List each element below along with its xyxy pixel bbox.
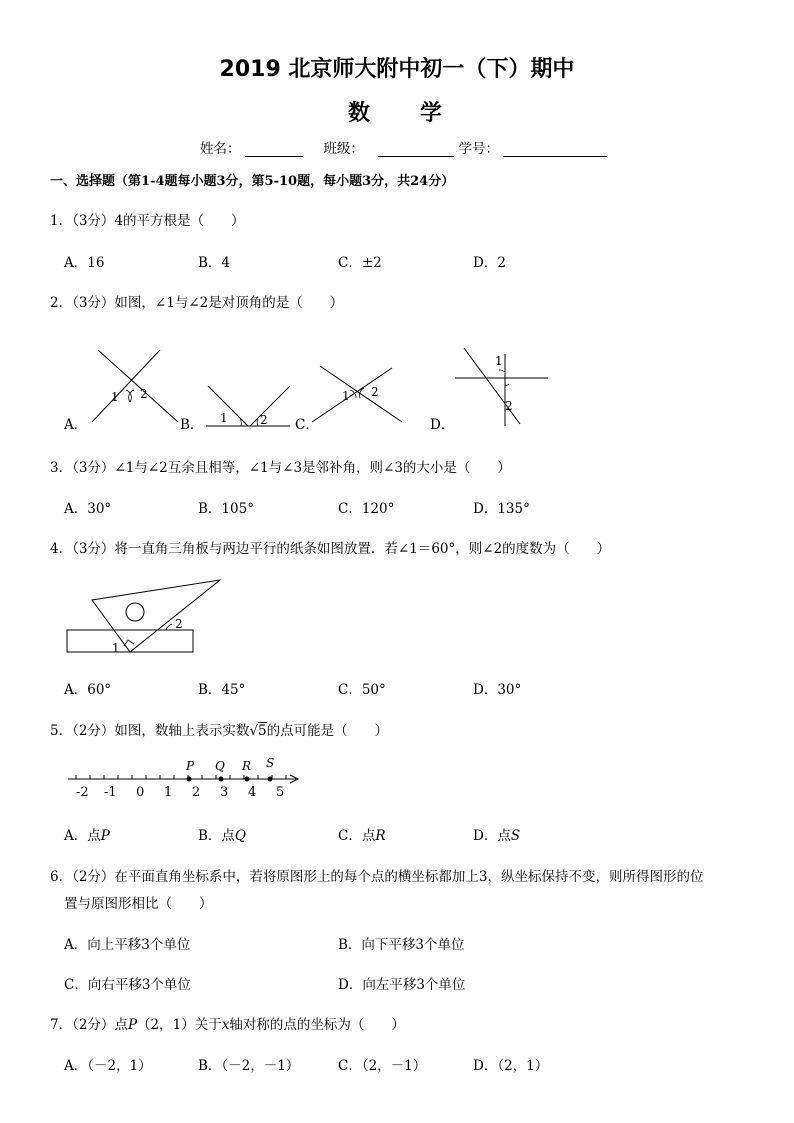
q5-option-a[interactable]: A．点P xyxy=(64,828,110,844)
q4-option-d[interactable]: D．30° xyxy=(473,682,522,698)
q7-stem-before: 7．（2分）点 xyxy=(50,1017,128,1033)
point-s-label: S xyxy=(266,756,275,770)
tick-label-1: 1 xyxy=(164,785,173,800)
q1-option-c[interactable]: C．±2 xyxy=(338,255,382,271)
q4-label-1: 1 xyxy=(112,641,120,655)
tick-label-neg2: -2 xyxy=(76,785,89,800)
class-label: 班级： xyxy=(323,141,364,157)
point-q-label: Q xyxy=(215,759,225,773)
sqrt-symbol: √ xyxy=(249,723,259,739)
id-field[interactable] xyxy=(503,142,607,157)
q2-a-label-2: 2 xyxy=(140,387,148,401)
q4-label-2: 2 xyxy=(175,617,183,631)
q5-stem xyxy=(50,719,388,739)
q6-stem-line1: 6．（2分）在平面直角坐标系中，若将原图形上的每个点的横坐标都加上3，纵坐标保持不变，则所得图形的位 xyxy=(50,869,704,885)
q7-stem xyxy=(50,1013,405,1033)
q2-figures xyxy=(0,340,794,440)
point-r-dot xyxy=(245,777,250,782)
q2-option-d[interactable]: D． xyxy=(430,417,455,433)
q4-stem: 4．（3分）将一直角三角板与两边平行的纸条如图放置．若∠1＝60°，则∠2的度数为（ ） xyxy=(50,541,611,557)
point-p-label: P xyxy=(186,759,195,773)
id-label: 学号： xyxy=(458,141,499,157)
q3-stem: 3．（3分）∠1与∠2互余且相等，∠1与∠3是邻补角，则∠3的大小是（ ） xyxy=(50,460,511,476)
q2-d-label-2: 2 xyxy=(505,399,513,413)
q3-option-c[interactable]: C．120° xyxy=(338,501,395,517)
q7-stem-after: 轴对称的点的坐标为（ ） xyxy=(229,1017,405,1033)
q7-option-c[interactable]: C．（2，－1） xyxy=(338,1058,427,1074)
class-field[interactable] xyxy=(378,142,454,157)
q2-figure-a xyxy=(92,350,178,422)
point-s-dot xyxy=(268,777,273,782)
q6-stem-line2: 置与原图形相比（ ） xyxy=(64,896,213,912)
q2-d-label-1: 1 xyxy=(495,354,503,368)
name-field[interactable] xyxy=(245,142,303,157)
q7-var-p: P xyxy=(127,1017,138,1033)
q6-option-a[interactable]: A．向上平移3个单位 xyxy=(64,937,191,953)
q2-c-label-2: 2 xyxy=(371,385,379,399)
q5-number-line xyxy=(60,755,310,805)
q2-figure-c xyxy=(312,366,402,422)
section-heading: 一、选择题（第1-4题每小题3分，第5-10题，每小题3分，共24分） xyxy=(50,174,455,189)
point-r-label: R xyxy=(242,759,252,773)
q1-option-a[interactable]: A．16 xyxy=(64,255,105,271)
q5-option-d[interactable]: D．点S xyxy=(473,828,521,844)
q7-option-a[interactable]: A．（－2，1） xyxy=(64,1058,152,1074)
tick-label-2: 2 xyxy=(192,785,201,800)
q2-b-label-1: 1 xyxy=(220,411,228,425)
q1-option-d[interactable]: D．2 xyxy=(473,255,506,271)
q2-b-label-2: 2 xyxy=(260,413,268,427)
q2-figure-d xyxy=(455,348,548,426)
point-q-dot xyxy=(219,777,224,782)
q5-stem-before: 5．（2分）如图，数轴上表示实数 xyxy=(50,723,250,739)
q1-stem: 1．（3分）4的平方根是（ ） xyxy=(50,213,245,229)
q1-option-b[interactable]: B．4 xyxy=(198,255,231,271)
q7-option-b[interactable]: B．（－2，－1） xyxy=(198,1058,300,1074)
tick-label-neg1: -1 xyxy=(104,785,117,800)
q2-figure-b xyxy=(206,386,290,427)
student-info-row xyxy=(200,137,607,157)
name-label: 姓名： xyxy=(200,141,241,157)
subject-title: 数学 xyxy=(348,101,493,126)
q7-stem-mid: （2，1）关于 xyxy=(137,1017,222,1033)
q2-stem: 2．（3分）如图，∠1与∠2是对顶角的是（ ） xyxy=(50,295,344,311)
q2-option-b[interactable]: B． xyxy=(180,417,204,433)
q4-option-b[interactable]: B．45° xyxy=(198,682,246,698)
tick-label-5: 5 xyxy=(276,785,285,800)
q2-a-label-1: 1 xyxy=(111,390,119,404)
q2-option-c[interactable]: C． xyxy=(295,417,319,433)
q3-option-a[interactable]: A．30° xyxy=(64,501,112,517)
q2-option-a[interactable]: A． xyxy=(64,417,88,433)
q2-c-label-1: 1 xyxy=(342,389,350,403)
q7-option-d[interactable]: D．（2，1） xyxy=(473,1058,549,1074)
q5-radicand: 5 xyxy=(258,723,267,739)
q4-option-a[interactable]: A．60° xyxy=(64,682,112,698)
q6-option-d[interactable]: D．向左平移3个单位 xyxy=(338,977,466,993)
q4-option-c[interactable]: C．50° xyxy=(338,682,386,698)
q4-figure xyxy=(60,570,240,660)
q5-option-c[interactable]: C．点R xyxy=(338,828,386,844)
tick-label-4: 4 xyxy=(248,785,257,800)
tick-label-3: 3 xyxy=(220,785,229,800)
q7-var-x: x xyxy=(221,1017,230,1033)
q5-option-b[interactable]: B．点Q xyxy=(198,828,246,844)
exam-title: 2019 北京师大附中初一（下）期中 xyxy=(219,57,575,82)
q3-option-d[interactable]: D．135° xyxy=(473,501,530,517)
q6-option-b[interactable]: B．向下平移3个单位 xyxy=(338,937,465,953)
tick-label-0: 0 xyxy=(136,785,145,800)
q6-option-c[interactable]: C．向右平移3个单位 xyxy=(64,977,191,993)
point-p-dot xyxy=(187,777,192,782)
q5-stem-after: 的点可能是（ ） xyxy=(266,723,389,739)
q3-option-b[interactable]: B．105° xyxy=(198,501,254,517)
